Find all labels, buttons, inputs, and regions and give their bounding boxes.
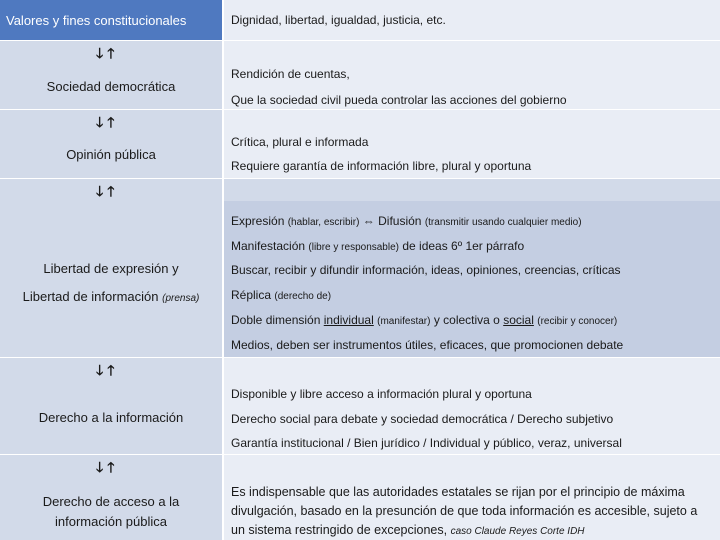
acceso-paragraph [231, 483, 714, 540]
expresion-label: Expresión [231, 214, 285, 228]
acceso-heading-2: información pública [54, 514, 167, 529]
replica-note: (derecho de) [274, 291, 332, 302]
opinion-cell [0, 110, 222, 178]
sociedad-cell [0, 41, 222, 109]
sociedad-detail [224, 41, 720, 109]
medios-line: Medios, deben ser instrumentos útiles, eficaces, que promocionen debate [231, 338, 624, 352]
row-valores [0, 0, 720, 40]
colectiva-label: y colectiva o [433, 313, 500, 327]
replica-line [231, 286, 714, 306]
derecho-informacion-text-2: Derecho social para debate y sociedad democrática / Derecho subjetivo [231, 412, 614, 426]
valores-text: Dignidad, libertad, igualdad, justicia, etc. [231, 13, 446, 27]
sociedad-text-1: Rendición de cuentas, [231, 67, 350, 81]
libertad-heading-2 [0, 287, 222, 309]
down-up-arrows-icon: 🡓🡑 [96, 183, 119, 199]
sociedad-heading: Sociedad democrática [46, 79, 176, 94]
manifestacion-label: Manifestación [231, 239, 306, 253]
opinion-detail [224, 110, 720, 178]
sociedad-text-2: Que la sociedad civil pueda controlar las acciones del gobierno [231, 93, 567, 107]
opinion-text-1: Crítica, plural e informada [231, 135, 369, 149]
difusion-note: (transmitir usando cualquier medio) [424, 217, 582, 228]
replica-label: Réplica [231, 288, 272, 302]
acceso-heading-1: Derecho de acceso a la [42, 494, 180, 509]
derecho-informacion-detail [224, 358, 720, 454]
libertad-informacion-label: Libertad de información [22, 289, 159, 304]
derecho-informacion-text-1: Disponible y libre acceso a información plural y oportuna [231, 387, 532, 401]
left-right-arrow-icon: ⇔ [362, 214, 375, 228]
expresion-line [231, 212, 714, 232]
social-label: social [503, 313, 534, 327]
down-up-arrows-icon: 🡓🡑 [96, 45, 119, 61]
down-up-arrows-icon: 🡓🡑 [96, 362, 119, 378]
individual-note: (manifestar) [377, 316, 431, 327]
libertad-cell [0, 179, 222, 357]
prensa-note: (prensa) [162, 293, 200, 304]
valores-detail [224, 0, 720, 40]
individual-label: individual [323, 313, 374, 327]
libertad-detail [224, 179, 720, 357]
social-note: (recibir y conocer) [537, 316, 618, 327]
libertad-top-band [224, 179, 720, 201]
row-sociedad [0, 41, 720, 109]
row-libertad [0, 179, 720, 357]
row-acceso [0, 455, 720, 540]
libertad-heading-1: Libertad de expresión y [43, 261, 179, 276]
opinion-text-2: Requiere garantía de información libre, plural y oportuna [231, 159, 532, 173]
acceso-detail [224, 455, 720, 540]
derecho-informacion-heading: Derecho a la información [38, 410, 184, 425]
doble-dimension-line [231, 311, 714, 331]
valores-heading: Valores y fines constitucionales [0, 0, 222, 40]
expresion-note: (hablar, escribir) [287, 217, 360, 228]
doble-dimension-label: Doble dimensión [231, 313, 321, 327]
row-opinion [0, 110, 720, 178]
acceso-case-note: caso Claude Reyes Corte IDH [450, 526, 585, 537]
row-derecho-informacion [0, 358, 720, 454]
acceso-text: Es indispensable que las autoridades estatales se rijan por el principio de máxima divulgación, basado en la presunción de que toda información es accesible, sujeto a un sistema restringido de excepciones, [231, 485, 698, 537]
buscar-line: Buscar, recibir y difundir información, ideas, opiniones, creencias, críticas [231, 263, 621, 277]
manifestacion-tail: de ideas 6º 1er párrafo [402, 239, 525, 253]
down-up-arrows-icon: 🡓🡑 [96, 114, 119, 130]
difusion-label: Difusión [378, 214, 422, 228]
derecho-informacion-cell [0, 358, 222, 454]
acceso-cell [0, 455, 222, 540]
opinion-heading: Opinión pública [66, 147, 156, 162]
manifestacion-line [231, 237, 714, 257]
down-up-arrows-icon: 🡓🡑 [96, 459, 119, 475]
manifestacion-note: (libre y responsable) [308, 242, 399, 253]
derecho-informacion-text-3: Garantía institucional / Bien jurídico / Individual y público, veraz, universal [231, 436, 622, 450]
